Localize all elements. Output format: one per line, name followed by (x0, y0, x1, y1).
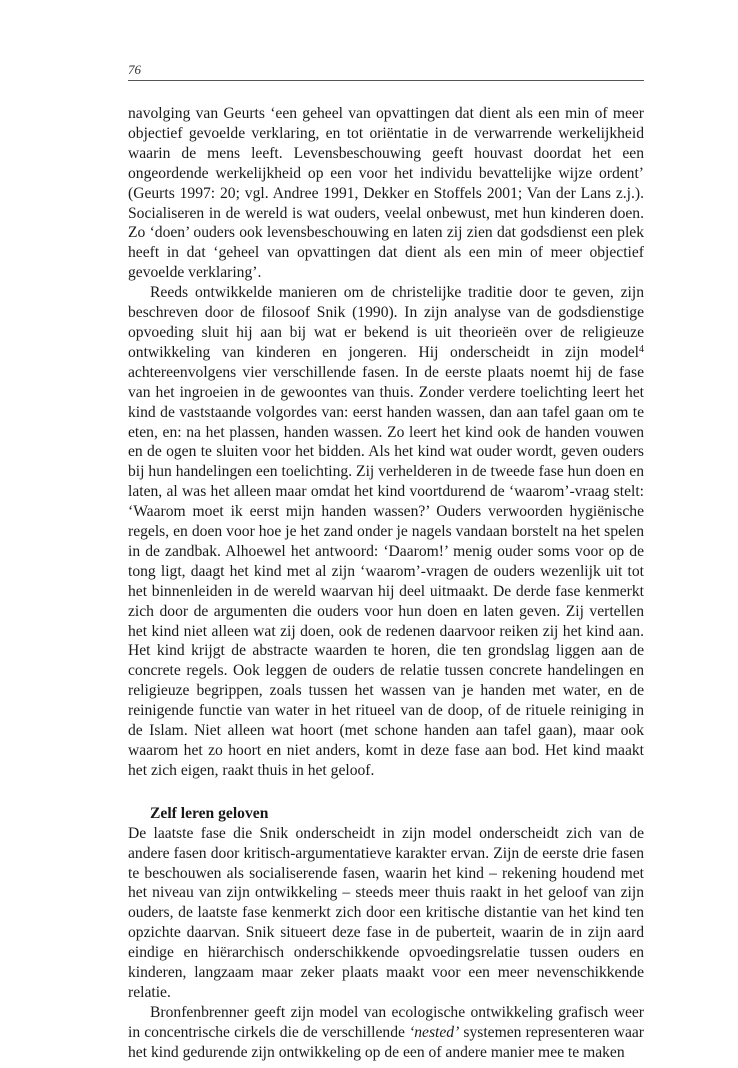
paragraph-4 (128, 1003, 644, 1063)
paragraph-4-text-continued: systemen representeren waar het kind gedurende zijn ontwikkeling op de een of andere manier mee te maken (128, 1023, 644, 1061)
paragraph-2-text: Reeds ontwikkelde manieren om de christelijke traditie door te geven, zijn beschreven door de filosoof Snik (1990). In zijn analyse van de godsdienstige opvoeding sluit hij aan bij wat er bekend is uit theorieën over de religieuze ontwikkeling van kinderen en jongeren. Hij onderscheidt in zijn model (128, 284, 644, 361)
paragraph-2 (128, 283, 644, 781)
paragraph-4-text: Bronfenbrenner geeft zijn model van ecologische ontwikkeling grafisch weer in concentrische cirkels die de verschillende (128, 1003, 644, 1041)
page-number: 76 (128, 62, 141, 77)
body-text (128, 104, 644, 1063)
paragraph-1: navolging van Geurts ‘een geheel van opvattingen dat dient als een min of meer objectief gevoelde verklaring, en tot oriëntatie in de verwarrende werkelijkheid waarin de mens leeft. Levensbeschouwing geeft houvast doordat het een ongeordende werkelijkheid op een voor het individu bevattelijke wijze ordent’ (Geurts 1997: 20; vgl. Andree 1991, Dekker en Stoffels 2001; Van der Lans z.j.). Socialiseren in de wereld is wat ouders, veelal onbewust, met hun kinderen doen. Zo ‘doen’ ouders ook levensbeschouwing en laten zij zien dat godsdienst een plek heeft in dat ‘geheel van opvattingen dat dient als een min of meer objectief gevoelde verklaring’. (128, 105, 644, 282)
paragraph-3: De laatste fase die Snik onderscheidt in zijn model onderscheidt zich van de andere fasen door kritisch-argumentatieve karakter ervan. Zijn de eerste drie fasen te beschouwen als socialiserende fasen, waarin het kind – rekening houdend met het niveau van zijn ontwikkeling – steeds meer thuis raakt in het geloof van zijn ouders, de laatste fase kenmerkt zich door een kritische distantie van het kind ten opzichte daarvan. Snik situeert deze fase in de puberteit, waarin de in zijn aard eindige en hiërarchisch onderschikkende opvoedingsrelatie tussen ouders en kinderen, langzaam maar zeker plaats maakt voor een meer nevenschikkende relatie. (128, 824, 644, 1001)
nested-term: ‘nested’ (409, 1023, 460, 1041)
header-rule (128, 80, 644, 81)
section-heading: Zelf leren geloven (150, 804, 269, 822)
paragraph-2-text-continued: achtereenvolgens vier verschillende fasen. In de eerste plaats noemt hij de fase van het ingroeien in de gewoontes van thuis. Zonder verdere toelichting leert het kind de vaststaande volgordes van: eerst handen wassen, dan aan tafel gaan om te eten, en: na het plassen, handen wassen. Zo leert het kind ook de handen vouwen en de ogen te sluiten voor het bidden. Als het kind wat ouder wordt, geven ouders bij hun handelingen een toelichting. Zij verhelderen in de tweede fase hun doen en laten, al was het alleen maar omdat het kind voortdurend de ‘waarom’-vraag stelt: ‘Waarom moet ik eerst mijn handen wassen?’ Ouders verwoorden hygiënische regels, en doen voor hoe je het zand onder je nagels vandaan borstelt na het spelen in de zandbak. Alhoewel het antwoord: ‘Daarom!’ menig ouder soms voor op de tong ligt, daagt het kind met al zijn ‘waarom’-vragen de ouders wezenlijk uit tot het binnenleiden in de wereld waarvan hij deel uitmaakt. De derde fase kenmerkt zich door de argumenten die ouders voor hun doen en laten geven. Zij vertellen het kind niet alleen wat zij doen, ook de redenen daarvoor reiken zij het kind aan. Het kind krijgt de abstracte waarden te horen, die ten grondslag liggen aan de concrete regels. Ook leggen de ouders de relatie tussen concrete handelingen en religieuze begrippen, zoals tussen het wassen van je handen met water, en de reinigende functie van water in het ritueel van de doop, of de rituele reiniging in de Islam. Niet alleen wat hoort (met schone handen aan tafel gaan), maar ook waarom het zo hoort en niet anders, komt in deze fase aan bod. Het kind maakt het zich eigen, raakt thuis in het geloof. (128, 363, 644, 779)
footnote-marker[interactable]: 4 (639, 343, 644, 355)
